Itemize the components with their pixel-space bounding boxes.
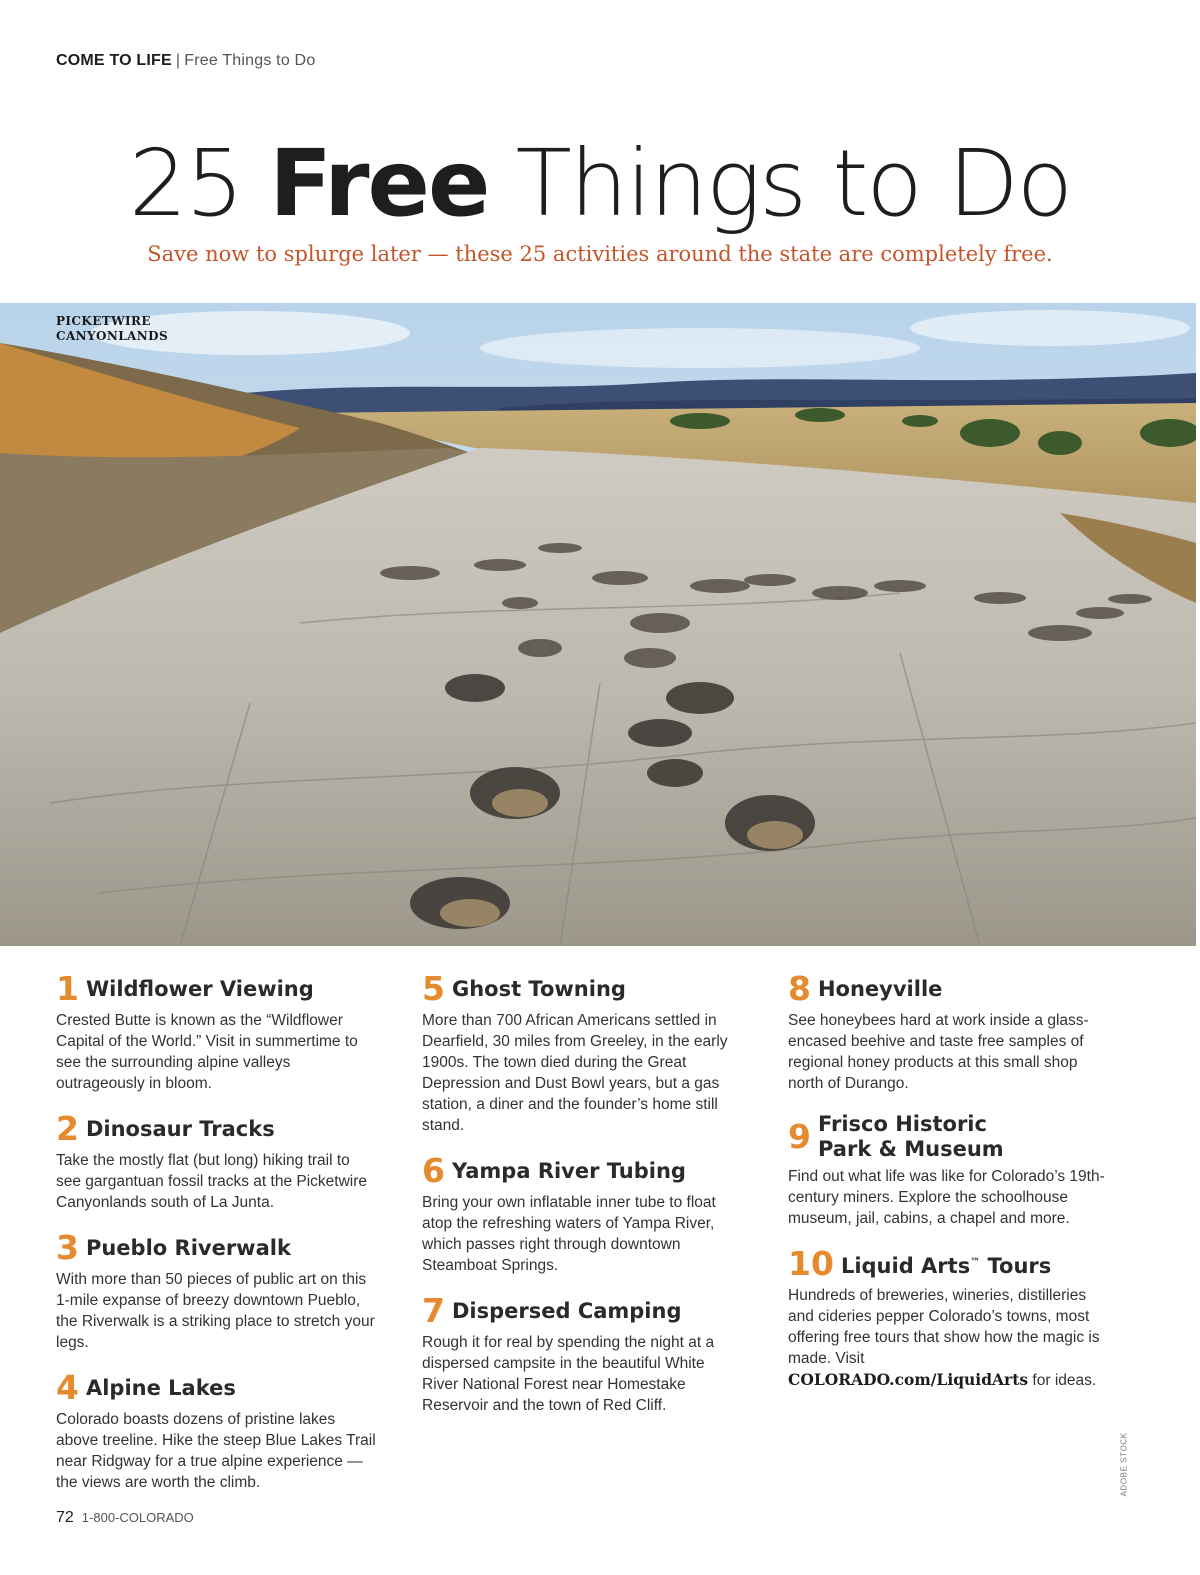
item-body: Find out what life was like for Colorado’s 19th-century miners. Explore the schoolhouse museum, jail, cabins, a chapel and more. bbox=[788, 1168, 1105, 1227]
column-1 bbox=[56, 969, 376, 1511]
trademark-symbol: ™ bbox=[970, 1256, 981, 1268]
photo-caption bbox=[56, 314, 168, 344]
item-number: 6 bbox=[422, 1151, 445, 1190]
item-body: With more than 50 pieces of public art on this 1-mile expanse of breezy downtown Pueblo, the Riverwalk is a striking place to stretch your legs. bbox=[56, 1271, 375, 1351]
hero-photo bbox=[0, 303, 1196, 946]
photo-credit bbox=[1114, 1430, 1134, 1500]
item-title: Yampa River Tubing bbox=[451, 1158, 686, 1183]
item-title-line-2: Park & Museum bbox=[817, 1137, 1004, 1161]
photo-credit-text: ADOBE STOCK bbox=[1119, 1432, 1129, 1497]
item-number: 5 bbox=[422, 969, 445, 1008]
item-body: More than 700 African Americans settled in Dearfield, 30 miles from Greeley, in the early 1900s. The town died during the Great Depression and Dust Bowl years, but a gas station, a diner and the founder’s home still stand. bbox=[422, 1012, 728, 1134]
list-item bbox=[422, 1151, 742, 1276]
list-item bbox=[56, 1109, 376, 1213]
item-title bbox=[818, 1112, 1004, 1162]
item-body bbox=[788, 1285, 1108, 1391]
item-body: Take the mostly flat (but long) hiking trail to see gargantuan fossil tracks at the Picketwire Canyonlands south of La Junta. bbox=[56, 1152, 368, 1211]
item-title-line-1: Frisco Historic bbox=[817, 1112, 987, 1136]
item-number: 3 bbox=[56, 1228, 79, 1267]
photo-caption-line-2: CANYONLANDS bbox=[56, 329, 169, 343]
item-title: Honeyville bbox=[817, 976, 943, 1001]
photo-caption-line-1: PICKETWIRE bbox=[56, 314, 151, 328]
title-part-free: Free bbox=[269, 130, 489, 237]
list-item bbox=[56, 969, 376, 1094]
item-number: 4 bbox=[56, 1368, 79, 1407]
item-number: 2 bbox=[56, 1109, 79, 1148]
item-number: 1 bbox=[56, 969, 79, 1008]
item-title: Wildflower Viewing bbox=[85, 976, 314, 1001]
item-number: 8 bbox=[788, 969, 811, 1008]
list-item bbox=[56, 1228, 376, 1353]
item-title: Dinosaur Tracks bbox=[85, 1116, 275, 1141]
item-title: Alpine Lakes bbox=[85, 1375, 236, 1400]
item-body: Crested Butte is known as the “Wildflower Capital of the World.” Visit in summertime to see the surrounding alpine valleys outrageously in bloom. bbox=[56, 1012, 358, 1092]
item-body: Rough it for real by spending the night at a dispersed campsite in the beautiful White River National Forest near Homestake Reservoir and the town of Red Cliff. bbox=[422, 1334, 715, 1414]
item-body: Colorado boasts dozens of pristine lakes above treeline. Hike the steep Blue Lakes Trail near Ridgway for a true alpine experience — the views are worth the climb. bbox=[56, 1411, 376, 1491]
page-subtitle: Save now to splurge later — these 25 activities around the state are completely free. bbox=[147, 242, 1053, 266]
list-item bbox=[422, 1291, 742, 1416]
item-body: See honeybees hard at work inside a glass-encased beehive and taste free samples of regional honey products at this small shop north of Durango. bbox=[788, 1012, 1089, 1092]
title-part-number: 25 bbox=[128, 130, 270, 237]
list-item bbox=[788, 1244, 1108, 1391]
list-item bbox=[422, 969, 742, 1136]
item-title-rest: Tours bbox=[980, 1253, 1052, 1278]
column-3 bbox=[788, 969, 1108, 1409]
item-title: Ghost Towning bbox=[451, 976, 626, 1001]
item-body-text: Hundreds of breweries, wineries, distilleries and cideries pepper Colorado’s towns, most offering free tours that show how the magic is made. Visit bbox=[788, 1287, 1100, 1367]
page-footer bbox=[56, 1509, 194, 1527]
item-body-end: for ideas. bbox=[1028, 1372, 1097, 1389]
item-title-text: Liquid Arts bbox=[840, 1253, 971, 1278]
liquid-arts-link[interactable]: COLORADO.com/LiquidArts bbox=[788, 1370, 1029, 1389]
phone-number: 1-800-COLORADO bbox=[81, 1510, 194, 1525]
section-separator: | bbox=[175, 52, 181, 69]
list-item bbox=[788, 969, 1108, 1094]
item-number: 9 bbox=[788, 1117, 811, 1156]
section-topic: Free Things to Do bbox=[184, 52, 316, 69]
item-title: Dispersed Camping bbox=[451, 1298, 682, 1323]
dinosaur-tracks-illustration bbox=[0, 303, 1196, 946]
item-title bbox=[841, 1250, 1051, 1279]
list-item bbox=[56, 1368, 376, 1493]
page-number: 72 bbox=[56, 1509, 74, 1526]
item-title: Pueblo Riverwalk bbox=[85, 1235, 291, 1260]
item-body: Bring your own inflatable inner tube to float atop the refreshing waters of Yampa River, which passes right through downtown Steamboat Springs. bbox=[422, 1194, 716, 1274]
list-item bbox=[788, 1112, 1108, 1229]
title-part-rest: Things to Do bbox=[488, 130, 1072, 237]
item-number: 7 bbox=[422, 1291, 445, 1330]
item-number: 10 bbox=[788, 1244, 834, 1283]
page-title bbox=[0, 130, 1200, 237]
section-name: COME TO LIFE bbox=[56, 52, 172, 69]
section-label bbox=[56, 52, 315, 70]
column-2 bbox=[422, 969, 742, 1434]
